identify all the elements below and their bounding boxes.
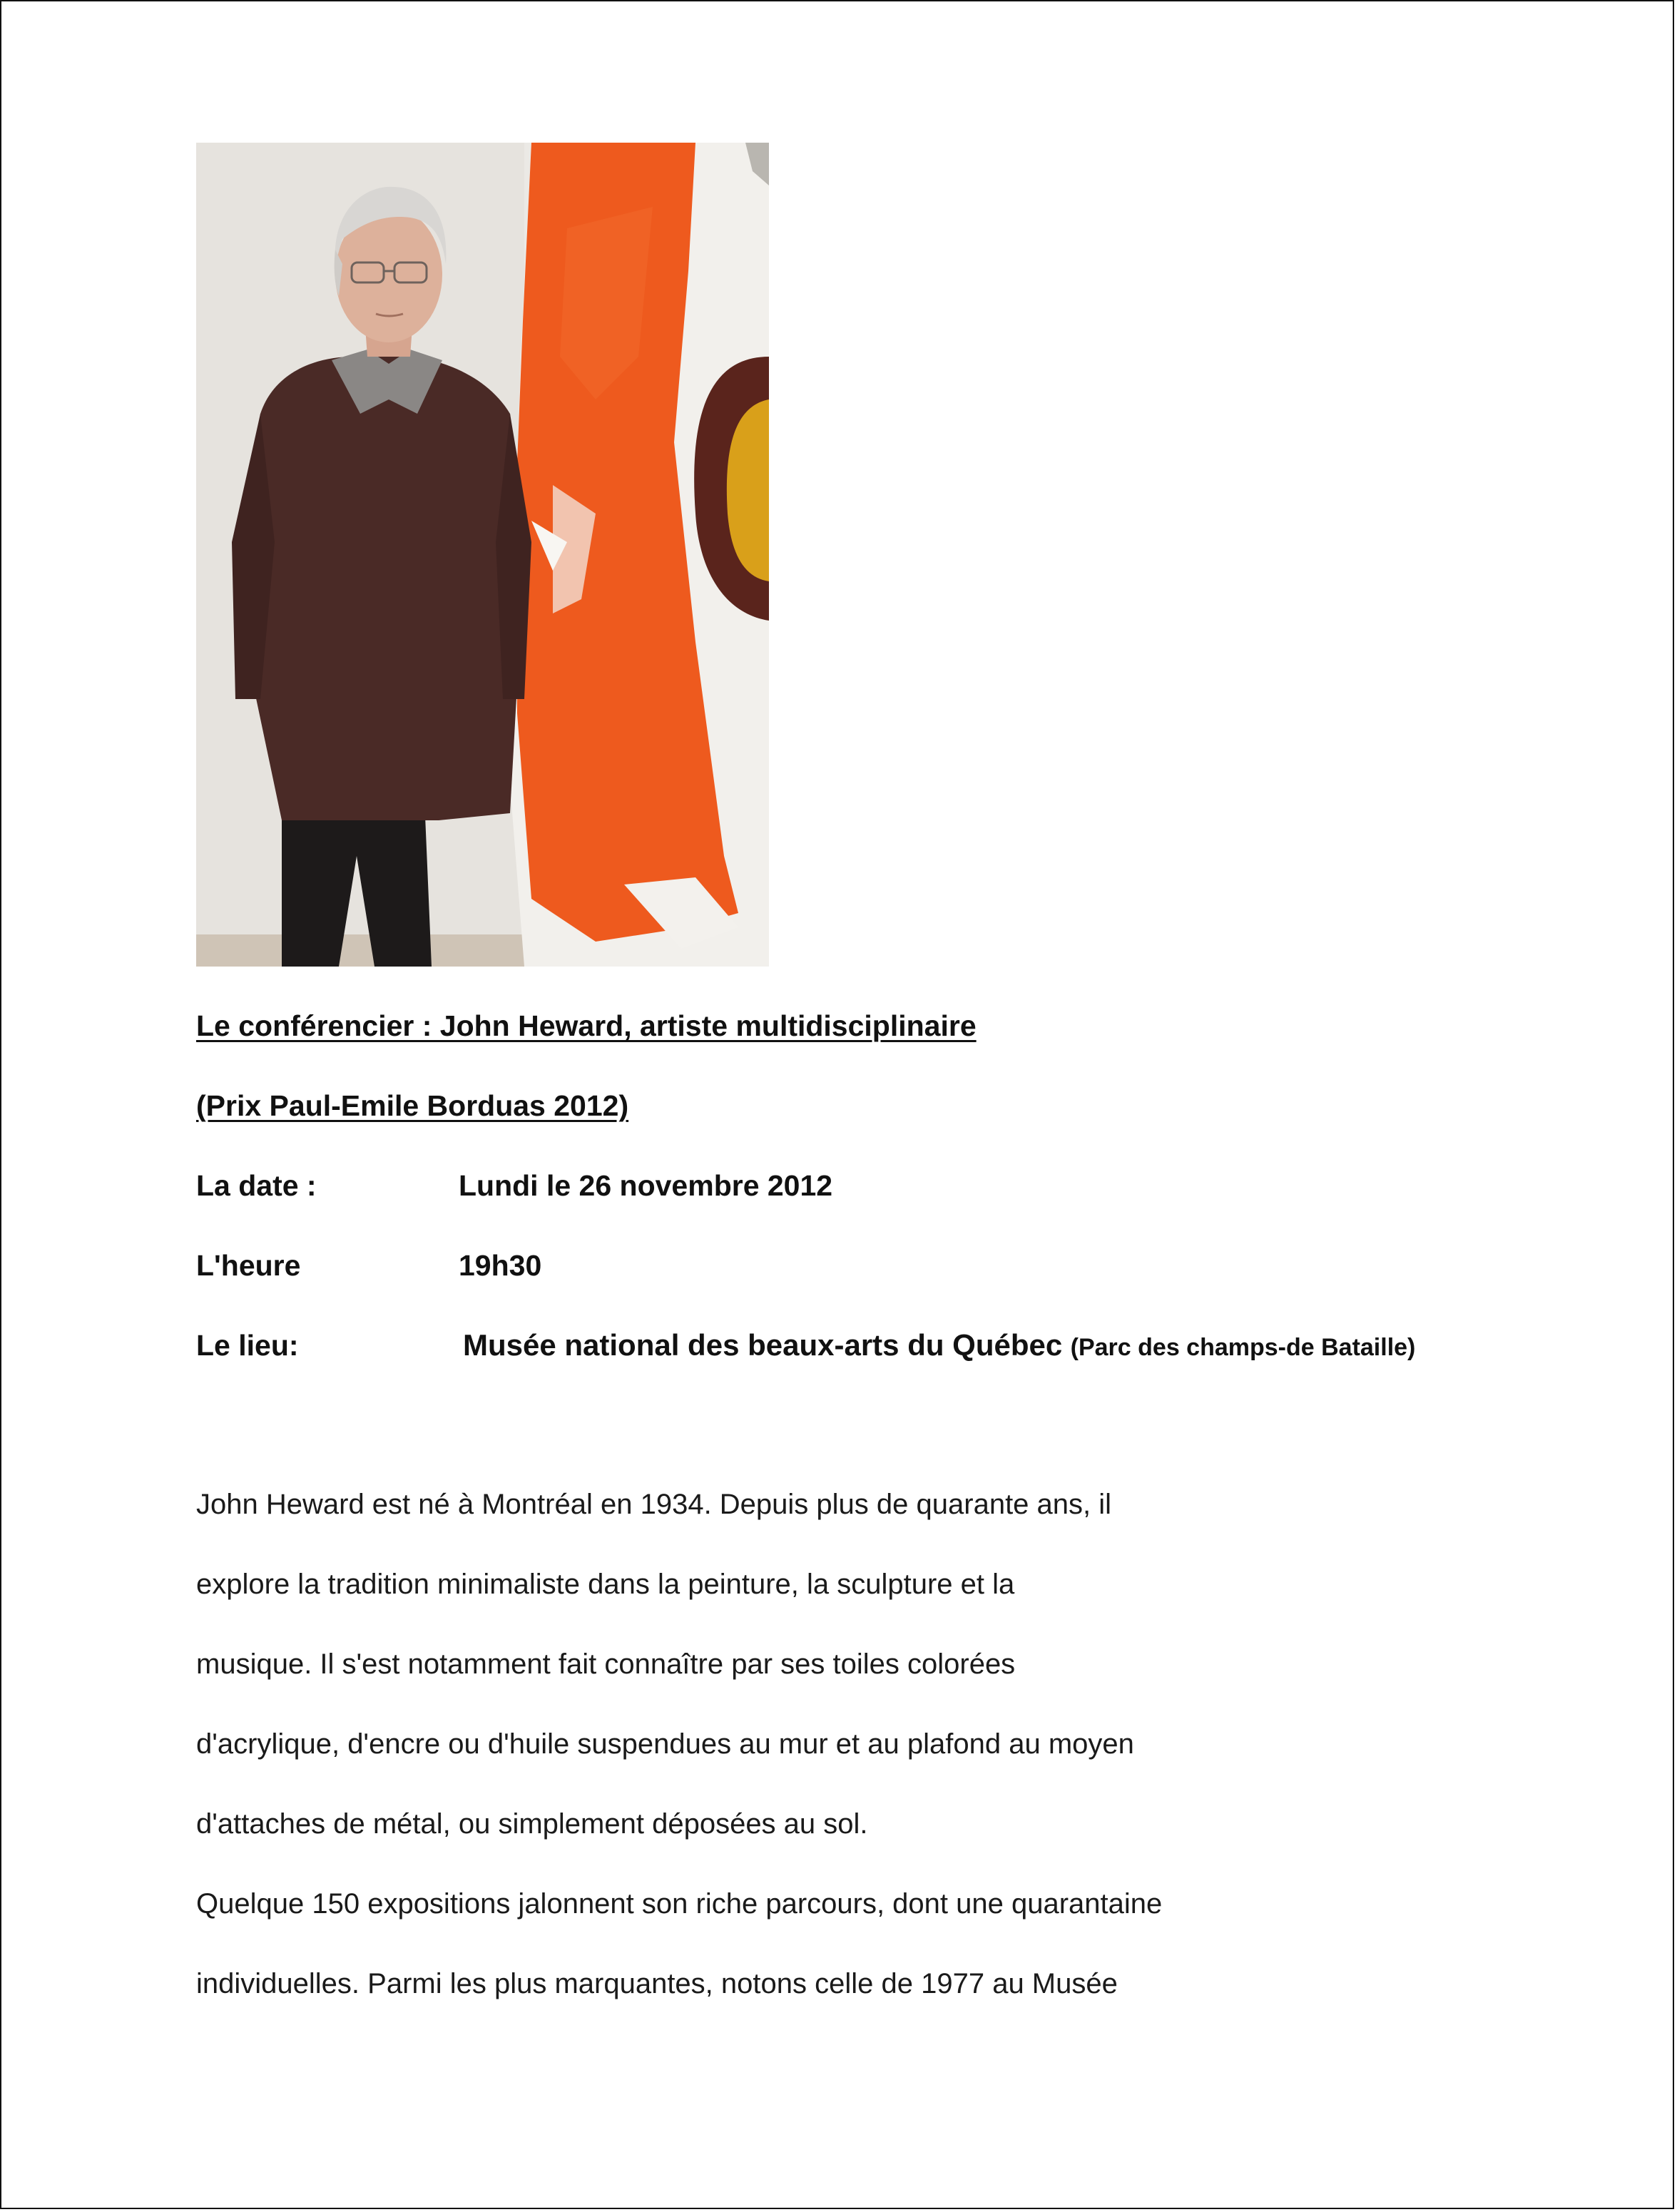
paragraph-line: d'attaches de métal, ou simplement déposées au sol. — [196, 1808, 868, 1840]
date-value: Lundi le 26 novembre 2012 — [459, 1169, 833, 1202]
paragraph-line: explore la tradition minimaliste dans la peinture, la sculpture et la — [196, 1569, 1015, 1600]
date-label: La date : — [196, 1169, 317, 1202]
paragraph-line: John Heward est né à Montréal en 1934. Depuis plus de quarante ans, il — [196, 1489, 1112, 1520]
photo-illustration — [196, 143, 769, 967]
time-label: L'heure — [196, 1249, 301, 1282]
place-value-row — [463, 1328, 1415, 1365]
place-label: Le lieu: — [196, 1329, 299, 1362]
place-note: (Parc des champs-de Bataille) — [1070, 1334, 1416, 1361]
prize-heading: (Prix Paul-Emile Borduas 2012) — [196, 1089, 629, 1122]
speaker-heading: Le conférencier : John Heward, artiste multidisciplinaire — [196, 1009, 977, 1042]
paragraph-line: Quelque 150 expositions jalonnent son riche parcours, dont une quarantaine — [196, 1888, 1163, 1920]
speaker-photo — [196, 143, 769, 967]
place-value: Musée national des beaux-arts du Québec — [463, 1328, 1063, 1362]
time-value: 19h30 — [459, 1249, 542, 1282]
paragraph-line: musique. Il s'est notamment fait connaître par ses toiles colorées — [196, 1648, 1016, 1680]
paragraph-line: individuelles. Parmi les plus marquantes, notons celle de 1977 au Musée — [196, 1968, 1118, 1999]
paragraph-line: d'acrylique, d'encre ou d'huile suspendues au mur et au plafond au moyen — [196, 1728, 1134, 1760]
